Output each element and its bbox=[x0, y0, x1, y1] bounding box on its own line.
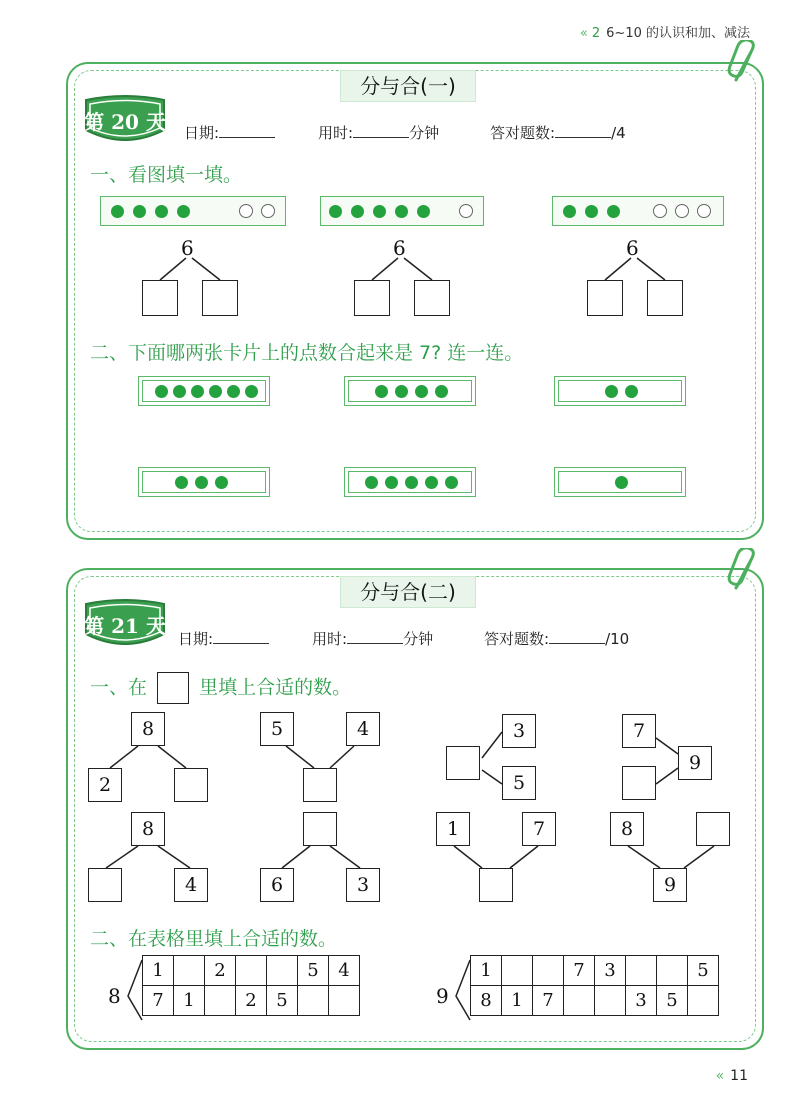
table-cell[interactable]: 7 bbox=[143, 986, 174, 1016]
table-cell[interactable] bbox=[267, 956, 298, 986]
table-cell[interactable]: 1 bbox=[471, 956, 502, 986]
tree-box[interactable]: 8 bbox=[131, 812, 165, 846]
table-cell[interactable] bbox=[329, 986, 360, 1016]
tree-box[interactable]: 5 bbox=[260, 712, 294, 746]
day21-badge-text: 第 21 天 bbox=[84, 614, 166, 638]
tree-box[interactable] bbox=[303, 768, 337, 802]
day20-q2-prompt: 二、下面哪两张卡片上的点数合起来是 7? 连一连。 bbox=[90, 342, 524, 364]
table-cell[interactable]: 5 bbox=[267, 986, 298, 1016]
time-label: 用时: bbox=[318, 124, 354, 142]
table-row bbox=[143, 986, 360, 1016]
tree-box[interactable]: 7 bbox=[522, 812, 556, 846]
prompt-before: 一、在 bbox=[90, 676, 148, 699]
day21-title: 分与合(二) bbox=[340, 576, 476, 608]
prompt-after: 里填上合适的数。 bbox=[199, 676, 352, 699]
table-total: 8 bbox=[108, 984, 121, 1008]
table-row bbox=[143, 956, 360, 986]
table-cell[interactable]: 5 bbox=[298, 956, 329, 986]
decomposition-table-8 bbox=[142, 955, 360, 1016]
tree-box[interactable]: 4 bbox=[174, 868, 208, 902]
table-cell[interactable]: 7 bbox=[564, 956, 595, 986]
table-cell[interactable] bbox=[205, 986, 236, 1016]
table-cell[interactable] bbox=[626, 956, 657, 986]
date-label: 日期: bbox=[178, 630, 214, 648]
table-cell[interactable]: 5 bbox=[688, 956, 719, 986]
double-chevron-icon: « bbox=[715, 1068, 725, 1084]
tree-box[interactable] bbox=[446, 746, 480, 780]
decomposition-table-9 bbox=[470, 955, 719, 1016]
score-label: 答对题数: bbox=[484, 630, 550, 648]
tree-box[interactable] bbox=[479, 868, 513, 902]
time-label: 用时: bbox=[312, 630, 348, 648]
table-cell[interactable] bbox=[298, 986, 329, 1016]
time-unit: 分钟 bbox=[403, 630, 434, 648]
tree-box[interactable] bbox=[696, 812, 730, 846]
tree-box[interactable]: 9 bbox=[678, 746, 712, 780]
day20-badge-text: 第 20 天 bbox=[84, 110, 166, 134]
bracket-icon bbox=[122, 958, 144, 1024]
tree-box[interactable]: 4 bbox=[346, 712, 380, 746]
table-cell[interactable] bbox=[533, 956, 564, 986]
table-cell[interactable] bbox=[174, 956, 205, 986]
table-cell[interactable]: 3 bbox=[626, 986, 657, 1016]
tree-box[interactable]: 7 bbox=[622, 714, 656, 748]
tree-box[interactable] bbox=[303, 812, 337, 846]
tree-box[interactable]: 1 bbox=[436, 812, 470, 846]
table-cell[interactable]: 3 bbox=[595, 956, 626, 986]
table-cell[interactable]: 7 bbox=[533, 986, 564, 1016]
bracket-icon bbox=[450, 958, 472, 1024]
table-cell[interactable] bbox=[564, 986, 595, 1016]
time-unit: 分钟 bbox=[409, 124, 440, 142]
tree-total: 6 bbox=[626, 236, 639, 260]
table-cell[interactable] bbox=[688, 986, 719, 1016]
tree-box[interactable]: 5 bbox=[502, 766, 536, 800]
tree-box[interactable]: 6 bbox=[260, 868, 294, 902]
table-cell[interactable]: 8 bbox=[471, 986, 502, 1016]
tree-box[interactable] bbox=[88, 868, 122, 902]
tree-box[interactable] bbox=[174, 768, 208, 802]
table-cell[interactable] bbox=[595, 986, 626, 1016]
page-number-text: 11 bbox=[730, 1068, 748, 1084]
table-total: 9 bbox=[436, 984, 449, 1008]
tree-box[interactable]: 3 bbox=[502, 714, 536, 748]
tree-total: 6 bbox=[393, 236, 406, 260]
table-cell[interactable]: 1 bbox=[143, 956, 174, 986]
table-row bbox=[471, 956, 719, 986]
tree-box[interactable]: 8 bbox=[131, 712, 165, 746]
score-total: /4 bbox=[611, 124, 626, 142]
date-label: 日期: bbox=[184, 124, 220, 142]
tree-box[interactable]: 9 bbox=[653, 868, 687, 902]
score-label: 答对题数: bbox=[490, 124, 556, 142]
table-cell[interactable]: 5 bbox=[657, 986, 688, 1016]
tree-box[interactable] bbox=[622, 766, 656, 800]
day20-title: 分与合(一) bbox=[340, 70, 476, 102]
unit-number: 2 bbox=[591, 26, 601, 41]
tree-box[interactable]: 3 bbox=[346, 868, 380, 902]
tree-box[interactable]: 8 bbox=[610, 812, 644, 846]
table-cell[interactable] bbox=[502, 956, 533, 986]
day20-q1-prompt: 一、看图填一填。 bbox=[90, 164, 243, 186]
table-cell[interactable]: 2 bbox=[205, 956, 236, 986]
table-cell[interactable] bbox=[236, 956, 267, 986]
page-number bbox=[716, 1068, 748, 1084]
tree-box[interactable]: 2 bbox=[88, 768, 122, 802]
unit-title: 6~10 的认识和加、减法 bbox=[606, 26, 750, 41]
table-cell[interactable]: 1 bbox=[502, 986, 533, 1016]
tree-total: 6 bbox=[181, 236, 194, 260]
table-cell[interactable]: 1 bbox=[174, 986, 205, 1016]
table-cell[interactable]: 4 bbox=[329, 956, 360, 986]
score-total: /10 bbox=[605, 630, 630, 648]
table-cell[interactable] bbox=[657, 956, 688, 986]
double-chevron-icon: « bbox=[579, 26, 588, 41]
table-cell[interactable]: 2 bbox=[236, 986, 267, 1016]
day21-q2-prompt: 二、在表格里填上合适的数。 bbox=[90, 928, 338, 950]
table-row bbox=[471, 986, 719, 1016]
